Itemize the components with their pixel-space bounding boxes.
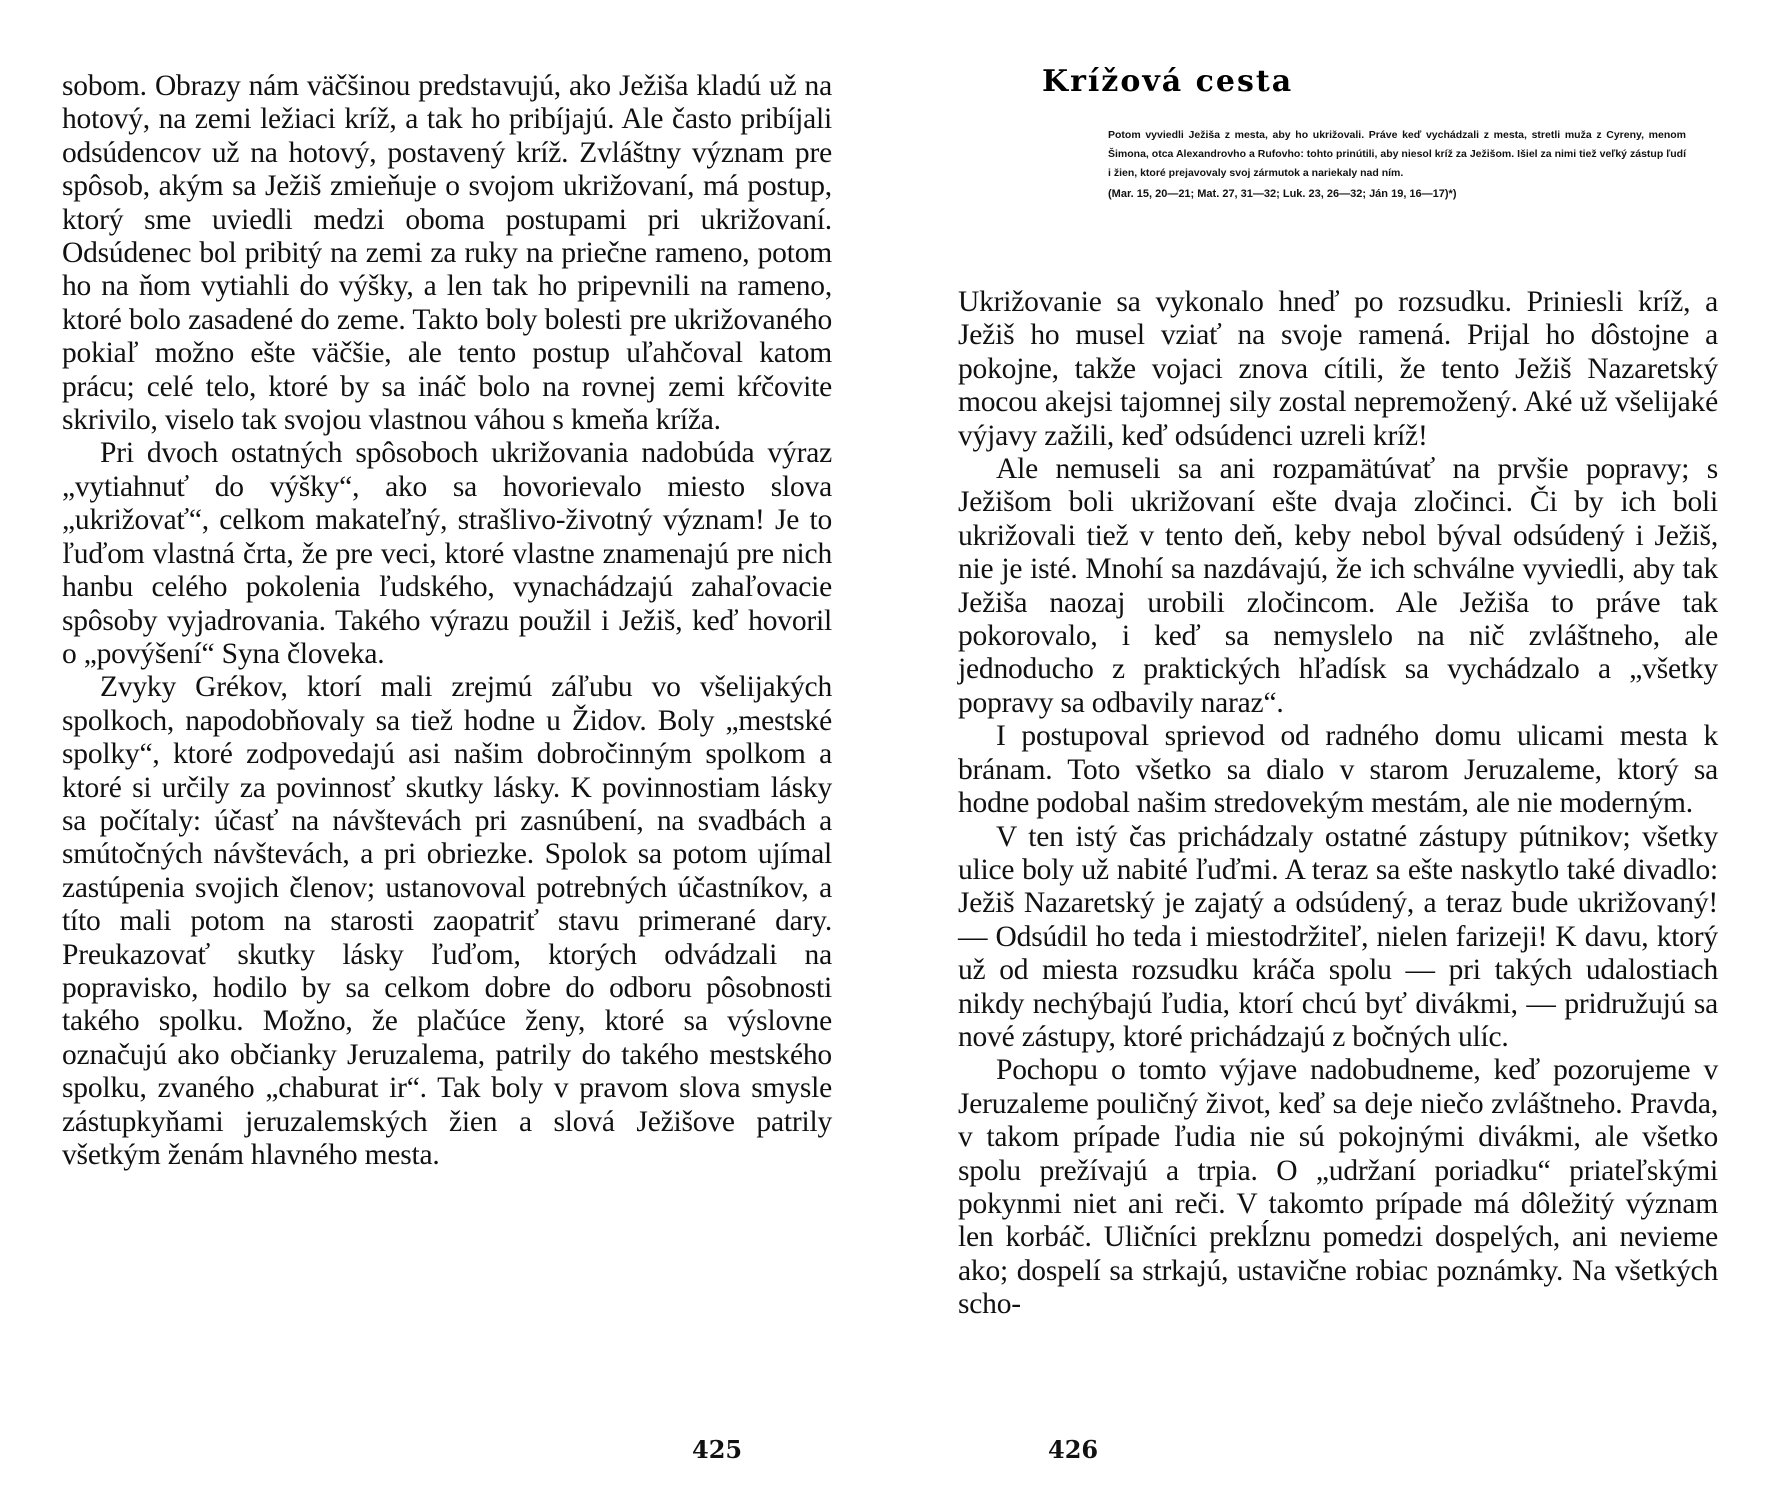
left-page-body — [62, 70, 832, 1172]
page-number: 426 — [1048, 1435, 1099, 1464]
right-page — [958, 0, 1718, 1500]
epigraph-reference: (Mar. 15, 20—21; Mat. 27, 31—32; Luk. 23, 26—32; Ján 19, 16—17)*) — [1108, 188, 1457, 200]
epigraph-text: Potom vyviedli Ježiša z mesta, aby ho ukrižovali. Práve keď vychádzali z mesta, stretli muža z Cyreny, menom Šimona, otca Alexandrovho a Rufovho: tohto prinútili, aby niesol kríž za Ježišom. Išiel za nimi tiež veľký zástup ľudí i žien, ktoré prejavovaly svoj zármutok a nariekaly nad ním. — [1108, 129, 1686, 179]
paragraph: Ale nemuseli sa ani rozpamätúvať na prvšie popravy; s Ježišom boli ukrižovaní ešte dvaja zločinci. Či by ich boli ukrižovali tiež v tento deň, keby nebol býval odsúdený i Ježiš, nie je isté. Mnohí sa nazdávajú, že ich schválne vyviedli, aby tak Ježiša naozaj urobili zločincom. Ale Ježiša to práve tak pokorovalo, i keď sa nemyslelo na nič zvláštneho, ale jednoducho z praktických hľadísk sa vychádzalo a „všetky popravy sa odbavily naraz“. — [958, 453, 1718, 719]
paragraph: I postupoval sprievod od radného domu ulicami mesta k bránam. Toto všetko sa dialo v starom Jeruzaleme, ktorý sa hodne podobal našim stredovekým mestám, ale nie moderným. — [958, 720, 1718, 820]
epigraph — [1108, 126, 1686, 204]
paragraph: Pri dvoch ostatných spôsoboch ukrižovania nadobúda výraz „vytiahnuť do výšky“, ako sa hovorievalo miesto slova „ukrižovať“, celkom makateľný, strašlivo-životný význam! Je to ľuďom vlastná črta, že pre veci, ktoré vlastne znamenajú pre nich hanbu celého pokolenia ľudského, vynachádzajú zahaľovacie spôsoby vyjadrovania. Takého výrazu použil i Ježiš, keď hovoril o „povýšení“ Syna človeka. — [62, 437, 832, 670]
right-page-body — [958, 286, 1718, 1322]
page-number: 425 — [692, 1435, 743, 1464]
left-page — [62, 0, 832, 1500]
chapter-title: Krížová cesta — [1042, 64, 1294, 99]
paragraph: Ukrižovanie sa vykonalo hneď po rozsudku. Priniesli kríž, a Ježiš ho musel vziať na svoje ramená. Prijal ho dôstojne a pokojne, takže vojaci znova cítili, že tento Ježiš Nazaretský mocou akejsi tajomnej sily zostal nepremožený. Aké už všelijaké výjavy zažili, keď odsúdenci uzreli kríž! — [958, 286, 1718, 452]
paragraph: Pochopu o tomto výjave nadobudneme, keď pozorujeme v Jeruzaleme pouličný život, keď sa deje niečo zvláštneho. Pravda, v takom prípade ľudia nie sú pokojnými divákmi, ale všetko spolu prežívajú a trpia. O „udržaní poriadku“ priateľskými pokynmi niet ani reči. V takomto prípade má dôležitý význam len korbáč. Uličníci prekĺznu pomedzi dospelých, ani nevieme ako; dospelí sa strkajú, ustavične robiac poznámky. Na všetkých scho- — [958, 1054, 1718, 1321]
paragraph: Zvyky Grékov, ktorí mali zrejmú záľubu vo všelijakých spolkoch, napodobňovaly sa tiež hodne u Židov. Boly „mestské spolky“, ktoré zodpovedajú asi našim dobročinným spolkom a ktoré si určily za povinnosť skutky lásky. K povinnostiam lásky sa počítaly: účasť na návštevách pri zasnúbení, na svadbách a smútočných návštevách, a pri obriezke. Spolok sa potom ujímal zastúpenia svojich členov; ustanovoval potrebných účastníkov, a títo mali potom na starosti zaopatriť stavu primerané dary. Preukazovať skutky lásky ľuďom, ktorých odvádzali na popravisko, hodilo by sa celkom dobre do odboru pôsobnosti takého spolku. Možno, že plačúce ženy, ktoré sa výslovne označujú ako občianky Jeruzalema, patrily do takého mestského spolku, zvaného „chaburat ir“. Tak boly v pravom slova smysle zástupkyňami jeruzalemských žien a slová Ježišove patrily všetkým ženám hlavného mesta. — [62, 671, 832, 1171]
paragraph: sobom. Obrazy nám väčšinou predstavujú, ako Ježiša kladú už na hotový, na zemi ležiaci kríž, a tak ho pribíjajú. Ale často pribíjali odsúdencov už na hotový, postavený kríž. Zvláštny význam pre spôsob, akým sa Ježiš zmieňuje o svojom ukrižovaní, má postup, ktorý sme uviedli medzi oboma postupami pri ukrižovaní. Odsúdenec bol pribitý na zemi za ruky na priečne rameno, potom ho na ňom vytiahli do výšky, a len tak ho pripevnili na rameno, ktoré bolo zasadené do zeme. Takto boly bolesti pre ukrižovaného pokiaľ možno ešte väčšie, ale tento postup uľahčoval katom prácu; celé telo, ktoré by sa ináč bolo na rovnej zemi kŕčovite skrivilo, viselo tak svojou vlastnou váhou s kmeňa kríža. — [62, 70, 832, 437]
paragraph: V ten istý čas prichádzaly ostatné zástupy pútnikov; všetky ulice boly už nabité ľuďmi. A teraz sa ešte naskytlo také divadlo: Ježiš Nazaretský je zajatý a odsúdený, a teraz bude ukrižovaný! — Odsúdil ho teda i miestodržiteľ, nielen farizeji! K davu, ktorý už od miesta rozsudku kráča spolu — pri takých udalostiach nikdy nechýbajú ľudia, ktorí chcú byť divákmi, — pridružujú sa nové zástupy, ktoré prichádzajú z bočných ulíc. — [958, 820, 1718, 1053]
